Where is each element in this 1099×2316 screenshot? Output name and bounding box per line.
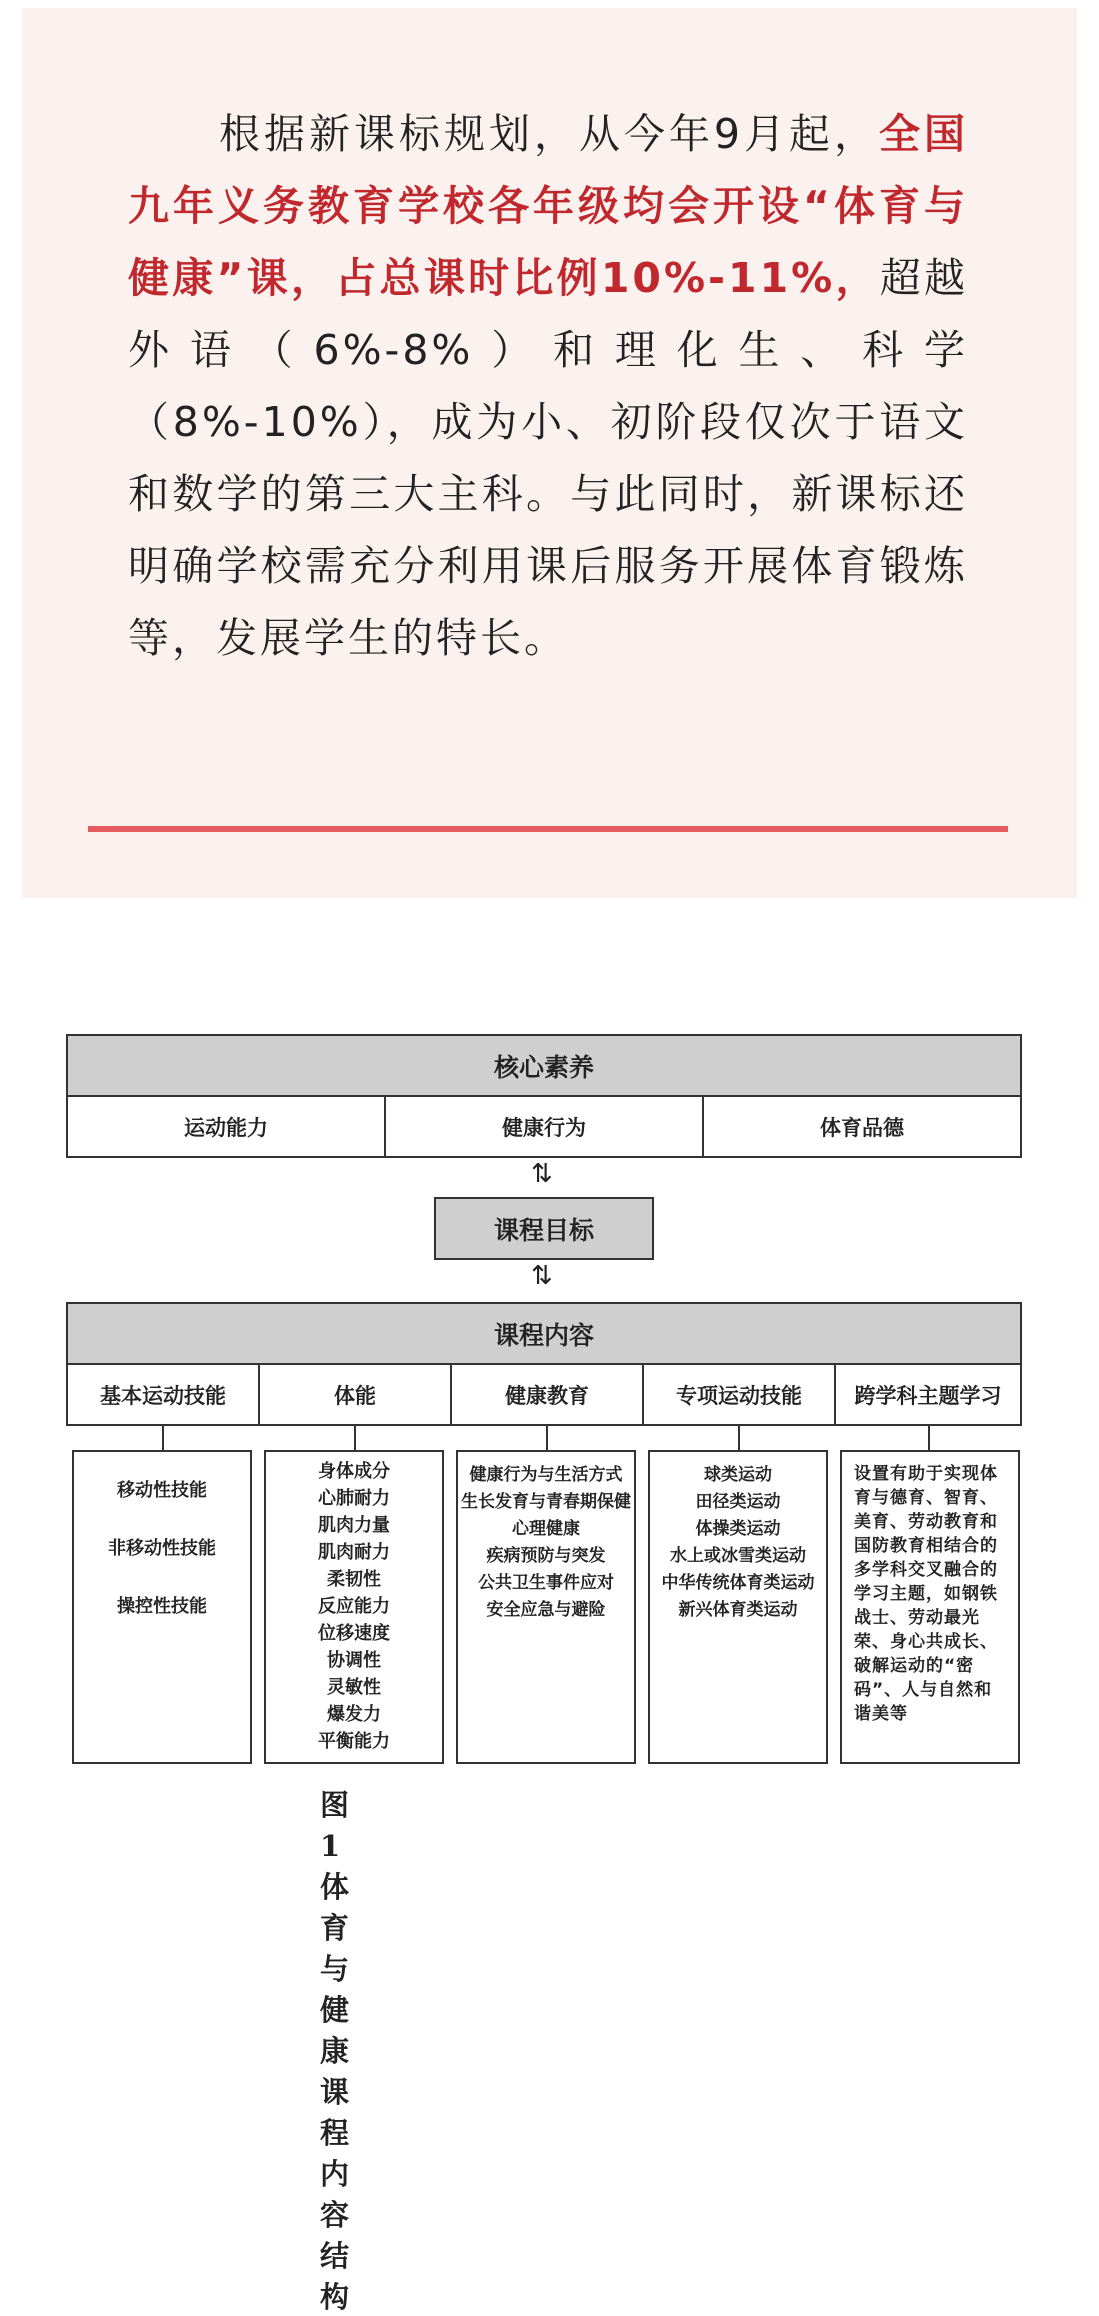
- list-item: 公共卫生事件应对: [478, 1573, 614, 1593]
- content-col-label: 体能: [258, 1363, 452, 1426]
- connector-line: [162, 1426, 164, 1450]
- article-lead: 根据新课标规划，从今年9月起，: [218, 110, 879, 158]
- article-rest: 超越外语（6%-8%）和理化生、科学（8%-10%），成为小、初阶段仅次于语文和数学的第三大主科。与此同时，新课标还明确学校需充分利用课后服务开展体育锻炼等，发展学生的特长。: [128, 254, 969, 662]
- list-item: 心理健康: [512, 1519, 580, 1539]
- list-item: 肌肉力量: [318, 1515, 390, 1536]
- list-item: 肌肉耐力: [318, 1542, 390, 1563]
- content-col-label: 基本运动技能: [66, 1363, 260, 1426]
- list-item: 田径类运动: [695, 1492, 781, 1512]
- list-item: 灵敏性: [327, 1677, 381, 1698]
- content-col-label: 专项运动技能: [642, 1363, 836, 1426]
- health-edu-list: [456, 1450, 636, 1764]
- core-item-box: 运动能力: [66, 1095, 386, 1158]
- double-arrow-icon: ⇅: [531, 1159, 553, 1189]
- connector-line: [354, 1426, 356, 1450]
- list-item: 球类运动: [704, 1465, 772, 1485]
- content-col-label: 健康教育: [450, 1363, 644, 1426]
- sport-skills-list: [648, 1450, 828, 1764]
- core-item-box: 体育品德: [702, 1095, 1022, 1158]
- content-title-box: 课程内容: [66, 1302, 1022, 1365]
- list-item: 健康行为与生活方式: [469, 1465, 623, 1485]
- list-item: 身体成分: [318, 1461, 390, 1482]
- list-item: 体操类运动: [695, 1519, 781, 1539]
- list-item: 柔韧性: [327, 1569, 381, 1590]
- article-paragraph: [128, 98, 968, 674]
- list-item: 安全应急与避险: [486, 1600, 606, 1620]
- section-divider: [88, 826, 1008, 832]
- list-item: 心肺耐力: [318, 1488, 390, 1509]
- list-item: 水上或冰雪类运动: [670, 1546, 806, 1566]
- list-item: 新兴体育类运动: [678, 1600, 798, 1620]
- connector-line: [928, 1426, 930, 1450]
- basic-skills-list: [72, 1450, 252, 1764]
- list-item: 反应能力: [318, 1596, 390, 1617]
- list-item: 生长发育与青春期保健: [461, 1492, 631, 1512]
- list-item: 非移动性技能: [108, 1538, 216, 1559]
- list-item: 爆发力: [327, 1704, 381, 1725]
- content-col-label: 跨学科主题学习: [834, 1363, 1022, 1426]
- article-highlight: 全国九年义务教育学校各年级均会开设“体育与健康”课，占总课时比例10%-11%，: [128, 110, 968, 302]
- goal-title-box: 课程目标: [434, 1197, 654, 1260]
- list-item: 中华传统体育类运动: [661, 1573, 815, 1593]
- connector-line: [546, 1426, 548, 1450]
- core-item-box: 健康行为: [384, 1095, 704, 1158]
- list-item: 协调性: [327, 1650, 381, 1671]
- fitness-list: [264, 1450, 444, 1764]
- list-item: 移动性技能: [117, 1480, 207, 1501]
- core-title-box: 核心素养: [66, 1034, 1022, 1097]
- connector-line: [738, 1426, 740, 1450]
- figure-caption: 图 1 体育与健康课程内容结构: [320, 1788, 378, 2314]
- list-item: 位移速度: [318, 1623, 390, 1644]
- list-item: 疾病预防与突发: [486, 1546, 606, 1566]
- double-arrow-icon: ⇅: [531, 1261, 553, 1291]
- list-item: 操控性技能: [117, 1596, 207, 1617]
- list-item: 平衡能力: [318, 1731, 390, 1752]
- cross-subject-text: 设置有助于实现体育与德育、智育、美育、劳动教育和国防教育相结合的多学科交叉融合的学习主题，如钢铁战士、劳动最光荣、身心共成长、破解运动的“密码”、人与自然和谐美等: [840, 1450, 1020, 1764]
